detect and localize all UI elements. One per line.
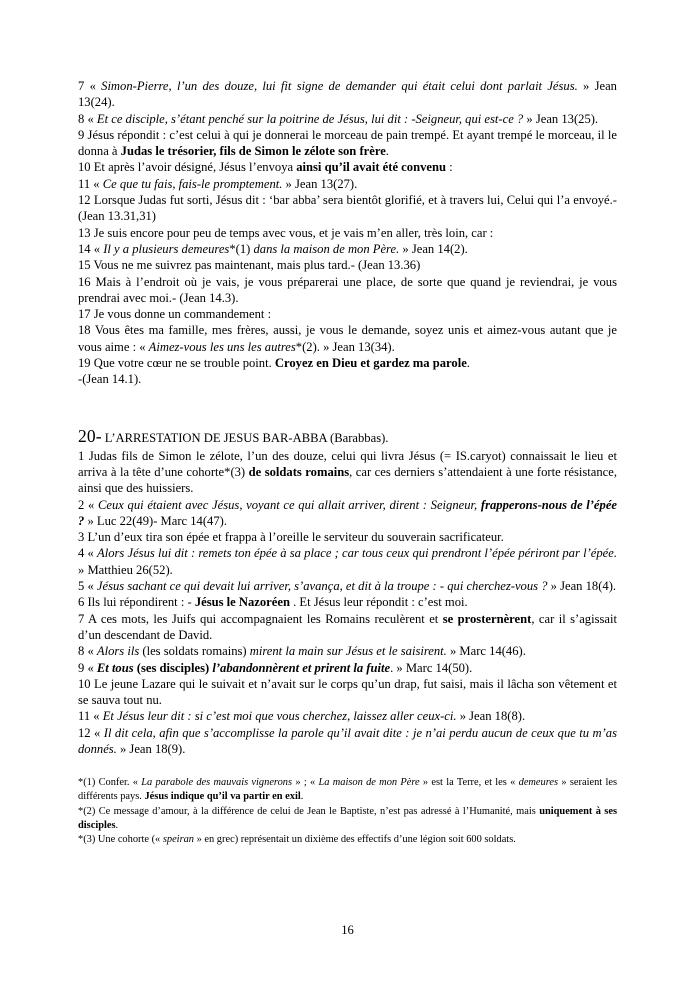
text-run: mirent la main sur Jésus et le saisirent. [249,644,447,659]
verse-line [78,529,617,545]
text-run: » en grec) représentait un dixième des effectifs d’une légion soit 600 soldats. [194,834,516,846]
verse-line [78,497,617,530]
verse-line [78,78,617,111]
text-run: Alors Jésus lui dit : remets ton épée à sa place ; car tous ceux qui prendront l’épée périront par l’épée. [97,546,617,561]
text-run: de soldats romains [248,464,350,479]
text-run: » Marc 14(46). [446,644,526,659]
text-run: . Et Jésus leur répondit : c’est moi. [289,595,468,610]
text-run: 2 « [78,497,98,512]
text-run: 13 Je suis encore pour peu de temps avec vous, et je vais m’en aller, très loin, car : [78,225,494,240]
text-run: » Luc 22(49)- Marc 14(47). [84,513,227,528]
text-run: » seraient les différents pays. [78,777,617,803]
text-run: Et ce disciple, s’étant penché sur la poitrine de Jésus, lui dit : -Seigneur, qui est-ce ? [96,111,524,126]
text-run: » Matthieu 26(52). [78,562,173,577]
text-run: 8 « [78,644,97,659]
page-number: 16 [341,923,354,937]
text-run: 4 « [78,546,97,561]
text-run: . [115,819,119,831]
text-run: La parabole des mauvais vignerons [141,777,293,789]
text-run: demeures [518,777,559,789]
section-heading [78,425,617,447]
footnote-line [78,805,617,833]
verse-line [78,274,617,307]
text-run: *(1) Confer. « [78,777,142,789]
text-run: » Jean 18(4). [547,579,617,594]
verse-line [78,708,617,724]
verse-line [78,257,617,273]
verse-line [78,578,617,594]
text-run: 11 « [78,709,103,724]
text-run: » Jean 13(27). [282,176,358,191]
verse-line [78,176,617,192]
text-run: » Jean 13(24). [78,79,617,110]
text-run: 15 Vous ne me suivrez pas maintenant, mais plus tard.- (Jean 13.36) [78,258,421,273]
text-run: » ; « [292,777,319,789]
text-run: 7 « [78,79,102,93]
verse-line [78,725,617,758]
text-run: 12 « [78,725,104,740]
text-run: 6 Ils lui répondirent : - [78,595,195,610]
text-run: Ceux qui étaient avec Jésus, voyant ce qui allait arriver, dirent : Seigneur, [97,497,481,512]
verse-line [78,355,617,371]
verse-line [78,159,617,175]
text-run: se prosternèrent [442,611,532,626]
text-run: Jésus le Nazoréen [194,595,290,610]
text-run: Alors ils [96,644,140,659]
text-run: (ses disciples) [133,660,213,675]
text-run: -(Jean 14.1). [78,372,142,387]
text-run: 12 Lorsque Judas fut sorti, Jésus dit : ‘bar abba’ sera bientôt glorifié, et à travers lui, Celui qui l’a envoyé.- (Jean 13.31,31) [78,193,617,224]
verse-line [78,643,617,659]
text-run: *(3) Une cohorte (« [78,834,163,846]
text-run: Il dit cela, afin que s’accomplisse la parole qu’il avait dite : je n’ai perdu aucun de ceux que tu m’as donnés. [78,725,618,756]
verse-line [78,306,617,322]
text-run: Judas le trésorier, fils de Simon le zélote son frère [120,144,386,159]
verse-line [78,111,617,127]
text-run: 3 L’un d’eux tira son épée et frappa à l’oreille le serviteur du souverain sacrificateur. [78,530,504,545]
text-run: 9 Jésus répondit : c’est celui à qui je donnerai le morceau de pain trempé. Et ayant trempé le morceau, il le donna à [78,127,617,159]
text-run: Simon-Pierre, l’un des douze, lui fit signe de demander qui était celui dont parlait Jésus. [101,79,578,93]
text-run: » Jean 18(8). [456,709,526,724]
section-number: 20- [78,425,102,446]
text-run: 19 Que votre cœur ne se trouble point. [78,356,275,371]
text-run: Il y a plusieurs demeures [103,241,230,256]
text-run: Et Jésus leur dit : si c’est moi que vous cherchez, laissez aller ceux-ci. [102,709,457,724]
text-run: l’abandonnèrent et prirent la fuite [212,660,391,675]
text-run: *(2) Ce message d’amour, à la différence de celui de Jean le Baptiste, n’est pas adressé à l’Humanité, mais [78,805,540,817]
text-run: 7 A ces mots, les Juifs qui accompagnaient les Romains reculèrent et [78,611,443,626]
text-run: ainsi qu’il avait été convenu [296,160,446,175]
text-run: *(2). » Jean 13(34). [295,339,395,354]
text-run: . [300,791,304,803]
text-run: (les soldats romains) [139,644,250,659]
text-run: Croyez en Dieu et gardez ma parole [274,356,467,371]
footnote-line [78,833,617,847]
text-run: 11 « [78,176,103,191]
verses-block-one [78,78,617,388]
text-run: » Jean 14(2). [399,241,468,256]
verse-line [78,448,617,497]
section-spacer [78,388,617,428]
text-run: » Jean 18(9). [116,741,186,756]
verse-line [78,611,617,644]
verse-line [78,127,617,160]
footnote-line [78,776,617,804]
verse-line [78,676,617,709]
text-run: 5 « [78,579,97,594]
text-run: 10 Et après l’avoir désigné, Jésus l’envoya [78,160,297,175]
text-run: » est la Terre, et les « [419,777,519,789]
text-run: Et tous [96,660,134,675]
text-run: : [445,160,453,175]
text-run: Aimez-vous les uns les autres [148,339,296,354]
text-run: uniquement à ses disciples [78,805,617,831]
section-title: L’ARRESTATION DE JESUS BAR-ABBA (Barabbas). [104,430,389,445]
verse-line [78,225,617,241]
text-run: La maison de mon Père [318,777,420,789]
text-run: 18 Vous êtes ma famille, mes frères, aussi, je vous le demande, soyez unis et aimez-vous autant que je vous aime : « [78,323,617,354]
text-run: 10 Le jeune Lazare qui le suivait et n’avait sur le corps qu’un drap, fut saisi, mais il lâcha son vêtement et se sauva tout nu. [78,676,617,708]
text-run: Jésus indique qu’il va partir en exil [144,791,301,803]
text-run: 17 Je vous donne un commandement : [78,307,272,322]
verse-line [78,594,617,610]
verse-line [78,371,617,387]
text-run: 9 « [78,660,97,675]
footnotes-block [78,776,617,847]
text-run: , car ces derniers s’attendaient à une forte résistance, ainsi que des huissiers. [78,464,617,496]
text-run: » Jean 13(25). [523,111,599,126]
verse-line [78,660,617,676]
verses-block-two [78,448,617,758]
text-run: 14 « [78,241,104,256]
verse-line [78,322,617,355]
verse-line [78,545,617,578]
text-run: frapperons-nous de l’épée ? [78,497,617,528]
text-run: dans la maison de mon Père. [253,241,400,256]
text-run: speiran [162,834,195,846]
verse-line [78,241,617,257]
verse-line [78,192,617,225]
text-run: , car il s’agissait d’un descendant de David. [78,611,617,642]
text-run: 8 « [78,111,97,126]
text-run: *(1) [229,241,254,256]
text-run: . [385,144,389,159]
document-page [78,78,617,958]
text-run: . » Marc 14(50). [390,660,473,675]
text-run: 1 Judas fils de Simon le zélote, l’un des douze, celui qui livra Jésus (= IS.caryot) connaissait le lieu et arriva à la tête d’une cohorte*(3) [78,448,617,479]
text-run: Ce que tu fais, fais-le promptement. [102,176,283,191]
text-run: . [466,356,470,371]
text-run: 16 Mais à l’endroit où je vais, je vous préparerai une place, de sorte que quand je reviendrai, je vous prendrai avec moi.- (Jean 14.3). [78,274,617,305]
text-run: Jésus sachant ce qui devait lui arriver, s’avança, et dit à la troupe : - qui cherchez-vous ? [96,579,548,594]
